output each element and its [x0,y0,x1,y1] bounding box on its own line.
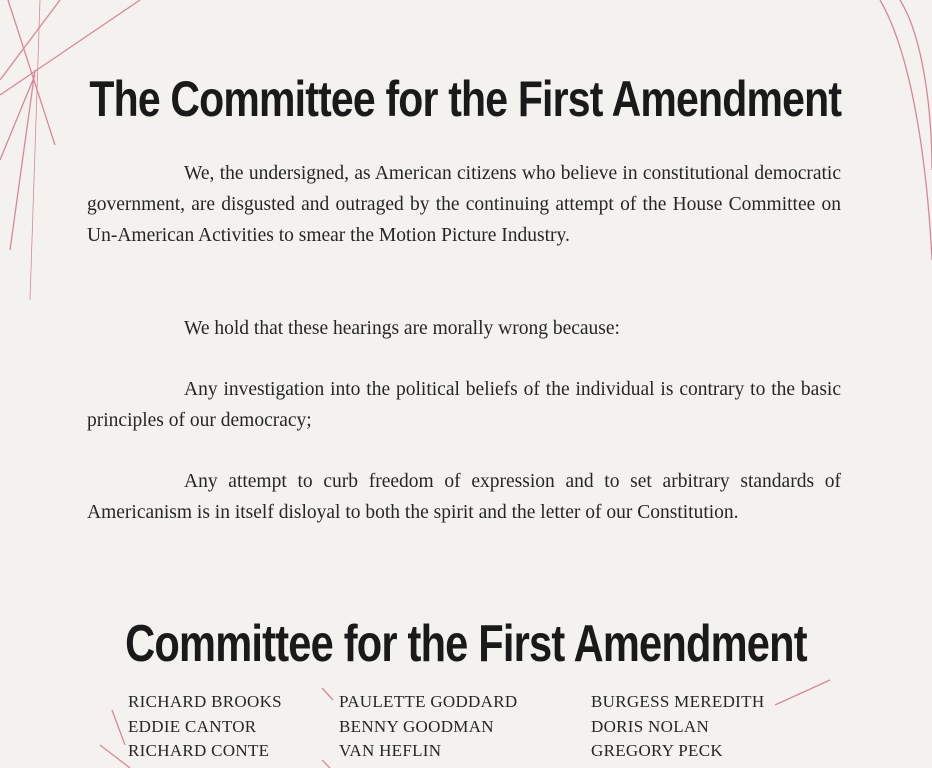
paragraph-hearings: We hold that these hearings are morally wrong because: [184,318,620,339]
signatory-column-3 [591,690,764,764]
signatory-name: GREGORY PECK [591,741,723,760]
page-title: The Committee for the First Amendment [89,71,842,127]
signatory-column-1 [128,690,282,764]
signatory-name: EDDIE CANTOR [128,716,257,736]
paragraph-investigation: Any investigation into the political beliefs of the individual is contrary to the basic principles of our democracy; [87,379,841,431]
signature-heading: Committee for the First Amendment [125,615,807,673]
signatory-name: BURGESS MEREDITH [591,692,765,711]
paragraph-expression: Any attempt to curb freedom of expression and to set arbitrary standards of Americanism is in itself disloyal to both the spirit and the letter of our Constitution. [87,471,841,523]
signatory-column-2 [339,690,517,764]
signatory-name: VAN HEFLIN [339,741,442,760]
signatory-name: RICHARD CONTE [128,741,270,760]
signatory-name: BENNY GOODMAN [339,716,494,736]
paragraph-intro: We, the undersigned, as American citizens who believe in constitutional democratic government, are disgusted and outraged by the continuing attempt of the House Committee on Un-American Activities to smear the Motion Picture Industry. [87,163,841,246]
signatory-name: PAULETTE GODDARD [339,692,518,711]
signatory-name: DORIS NOLAN [591,716,710,736]
signatory-name: RICHARD BROOKS [128,692,282,711]
